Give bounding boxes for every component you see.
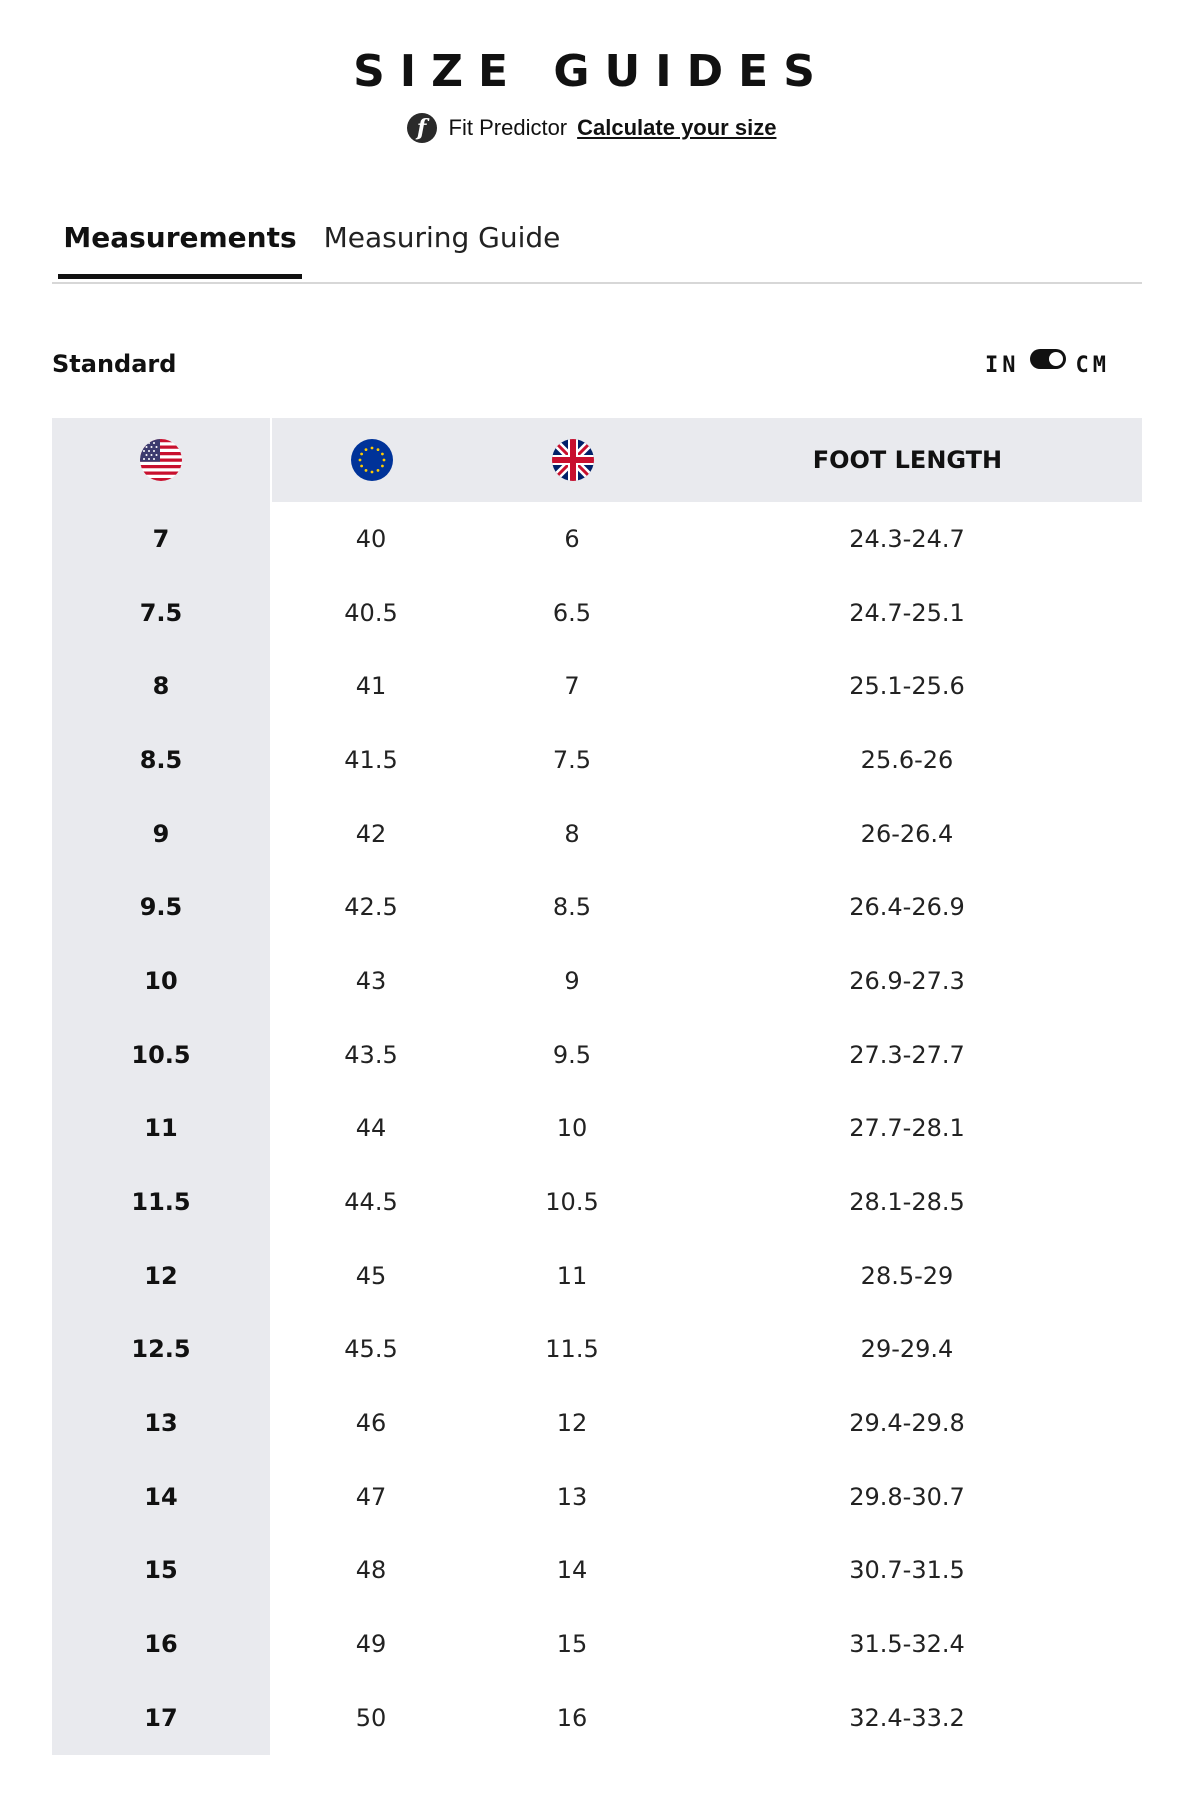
- foot-length-cell: 27.7-28.1: [849, 1114, 965, 1143]
- us-size-cell: 13: [52, 1386, 270, 1460]
- us-flag-icon: [140, 439, 182, 481]
- foot-length-cell: 28.5-29: [860, 1261, 954, 1290]
- uk-size-cell: 7: [564, 672, 580, 701]
- foot-length-cell: 24.3-24.7: [849, 524, 965, 553]
- header-foot-length: FOOT LENGTH: [812, 446, 1003, 474]
- uk-size-cell: 15: [556, 1630, 588, 1659]
- uk-size-cell: 9.5: [552, 1040, 592, 1069]
- us-size-cell: 11.5: [52, 1165, 270, 1239]
- foot-length-cell: 26.9-27.3: [849, 966, 965, 995]
- table-row: [52, 797, 1142, 871]
- table-row: [52, 723, 1142, 797]
- tab-measuring-guide[interactable]: Measuring Guide: [323, 221, 561, 254]
- us-size-cell: 10: [52, 944, 270, 1018]
- foot-length-cell: 24.7-25.1: [849, 598, 965, 627]
- fit-predictor-icon: f: [407, 113, 437, 143]
- table-row: [52, 1313, 1142, 1387]
- uk-size-cell: 10.5: [545, 1188, 599, 1217]
- foot-length-cell: 26.4-26.9: [849, 893, 965, 922]
- us-size-cell: 8.5: [52, 723, 270, 797]
- us-size-cell: 12: [52, 1239, 270, 1313]
- eu-size-cell: 43: [355, 966, 387, 995]
- calculate-size-link[interactable]: Calculate your size: [577, 115, 777, 140]
- foot-length-cell: 28.1-28.5: [849, 1188, 965, 1217]
- us-size-cell: 14: [52, 1460, 270, 1534]
- uk-size-cell: 10: [556, 1114, 588, 1143]
- table-row: [52, 1092, 1142, 1166]
- eu-size-cell: 42.5: [344, 893, 398, 922]
- us-size-cell: 15: [52, 1534, 270, 1608]
- foot-length-cell: 25.6-26: [860, 745, 954, 774]
- eu-size-cell: 41: [355, 672, 387, 701]
- eu-flag-icon: [351, 439, 393, 481]
- table-row: [52, 576, 1142, 650]
- foot-length-cell: 29.4-29.8: [849, 1409, 965, 1438]
- uk-size-cell: 7.5: [552, 745, 592, 774]
- uk-size-cell: 16: [556, 1703, 588, 1732]
- foot-length-cell: 32.4-33.2: [849, 1703, 965, 1732]
- eu-size-cell: 44.5: [344, 1188, 398, 1217]
- size-table: [52, 418, 1142, 1755]
- table-row: [52, 1607, 1142, 1681]
- uk-size-cell: 14: [556, 1556, 588, 1585]
- uk-flag-icon: [552, 439, 594, 481]
- uk-size-cell: 13: [556, 1482, 588, 1511]
- header-uk: [473, 418, 673, 502]
- table-row: [52, 1239, 1142, 1313]
- us-size-cell: 7: [52, 502, 270, 576]
- table-row: [52, 944, 1142, 1018]
- table-row: [52, 649, 1142, 723]
- eu-size-cell: 42: [355, 819, 387, 848]
- us-size-cell: 17: [52, 1681, 270, 1755]
- table-row: [52, 1460, 1142, 1534]
- table-row: [52, 502, 1142, 576]
- uk-size-cell: 8.5: [552, 893, 592, 922]
- eu-size-cell: 49: [355, 1630, 387, 1659]
- uk-size-cell: 6: [564, 524, 580, 553]
- eu-size-cell: 48: [355, 1556, 387, 1585]
- table-row: [52, 870, 1142, 944]
- header-eu: [272, 418, 474, 502]
- uk-size-cell: 11.5: [545, 1335, 599, 1364]
- unit-label-in[interactable]: IN: [985, 352, 1020, 378]
- header-us: [52, 418, 272, 502]
- us-size-cell: 9.5: [52, 870, 270, 944]
- fit-predictor-label: Fit Predictor: [448, 115, 568, 140]
- eu-size-cell: 50: [355, 1703, 387, 1732]
- eu-size-cell: 41.5: [344, 745, 398, 774]
- eu-size-cell: 40: [355, 524, 387, 553]
- eu-size-cell: 47: [355, 1482, 387, 1511]
- table-body: [52, 502, 1142, 1755]
- table-row: [52, 1386, 1142, 1460]
- eu-size-cell: 46: [355, 1409, 387, 1438]
- eu-size-cell: 44: [355, 1114, 387, 1143]
- size-guide-tabs: [52, 210, 1142, 284]
- foot-length-cell: 25.1-25.6: [849, 672, 965, 701]
- uk-size-cell: 11: [556, 1261, 588, 1290]
- unit-label-cm[interactable]: CM: [1075, 352, 1110, 378]
- unit-toggle[interactable]: [985, 350, 1110, 380]
- table-row: [52, 1165, 1142, 1239]
- unit-switch-knob: [1049, 352, 1063, 366]
- uk-size-cell: 8: [564, 819, 580, 848]
- fit-predictor: [0, 110, 1183, 146]
- eu-size-cell: 45: [355, 1261, 387, 1290]
- foot-length-cell: 29.8-30.7: [849, 1482, 965, 1511]
- table-header-row: [52, 418, 1142, 502]
- eu-size-cell: 43.5: [344, 1040, 398, 1069]
- page-title: SIZE GUIDES: [353, 46, 830, 97]
- us-size-cell: 9: [52, 797, 270, 871]
- eu-size-cell: 45.5: [344, 1335, 398, 1364]
- us-size-cell: 8: [52, 649, 270, 723]
- tab-measurements[interactable]: Measurements: [58, 210, 302, 279]
- us-size-cell: 10.5: [52, 1018, 270, 1092]
- standard-label: Standard: [52, 350, 177, 378]
- uk-size-cell: 12: [556, 1409, 588, 1438]
- us-size-cell: 16: [52, 1607, 270, 1681]
- table-row: [52, 1681, 1142, 1755]
- foot-length-cell: 27.3-27.7: [849, 1040, 965, 1069]
- eu-size-cell: 40.5: [344, 598, 398, 627]
- foot-length-cell: 29-29.4: [860, 1335, 954, 1364]
- us-size-cell: 11: [52, 1092, 270, 1166]
- foot-length-cell: 26-26.4: [860, 819, 954, 848]
- table-row: [52, 1534, 1142, 1608]
- uk-size-cell: 6.5: [552, 598, 592, 627]
- us-size-cell: 12.5: [52, 1313, 270, 1387]
- table-row: [52, 1018, 1142, 1092]
- foot-length-cell: 31.5-32.4: [849, 1630, 965, 1659]
- uk-size-cell: 9: [564, 966, 580, 995]
- us-size-cell: 7.5: [52, 576, 270, 650]
- unit-switch[interactable]: [1030, 349, 1066, 369]
- foot-length-cell: 30.7-31.5: [849, 1556, 965, 1585]
